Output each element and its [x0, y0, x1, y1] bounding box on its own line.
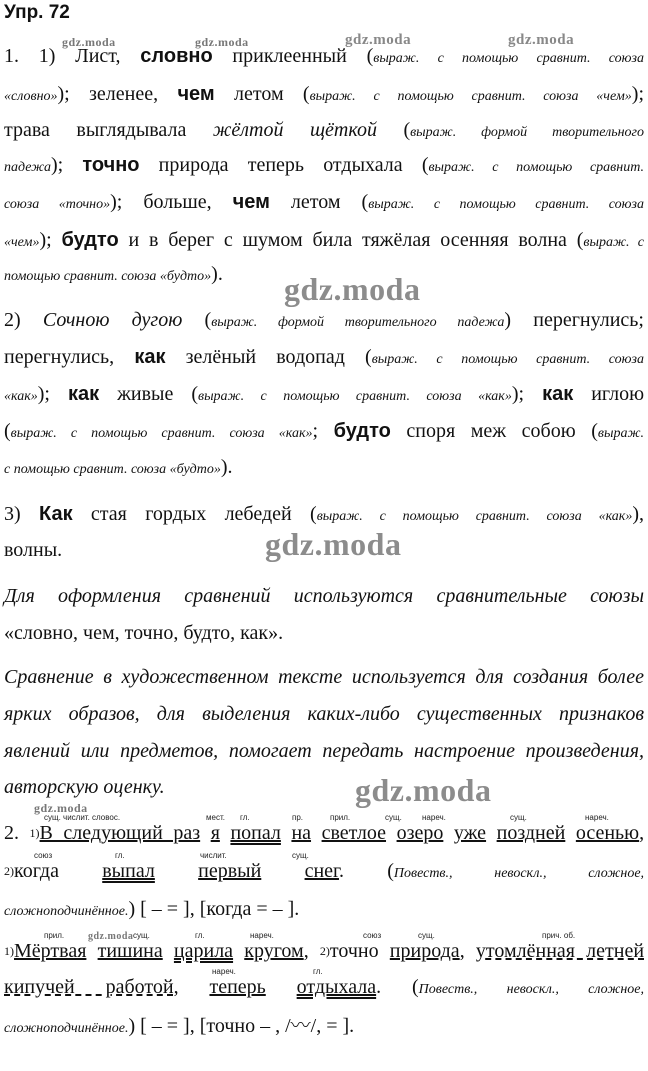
text-line: кипучей работой, теперь отдыхала. (Повеств., невоскл., сложное, [4, 976, 645, 998]
word-label: сущ. [292, 851, 309, 860]
word-label: прил. [330, 813, 351, 822]
text-line: «словно, чем, точно, будто, как». [4, 622, 284, 644]
watermark: gdz.moda [284, 271, 421, 307]
text-line: перегнулись, как зелёный водопад (выраж. с помощью сравнит. союза [4, 346, 644, 368]
word-label: мест. [206, 813, 225, 822]
word-label: сущ. [385, 813, 402, 822]
word-label: пр. [292, 813, 304, 822]
watermark: gdz.moda [345, 32, 412, 48]
text-line: 2) Сочною дугою (выраж. формой творительного падежа) перегнулись; [4, 309, 644, 331]
watermark: gdz.moda [508, 32, 575, 48]
word-label: нареч. [585, 813, 609, 822]
text-line: сложноподчинённое.) [ – = ], [точно – , /〰/, = ]. [4, 1015, 355, 1037]
text-line: «чем»); будто и в берег с шумом била тяжёлая осенняя волна (выраж. с [4, 229, 645, 251]
watermark: gdz.moda [62, 35, 116, 49]
word-label: нареч. [422, 813, 446, 822]
text-line: явлений или предметов, помогает передать настроение произведения, [4, 740, 644, 762]
text-line: с помощью сравнит. союза «будто»). [4, 456, 233, 478]
word-label: сущ. [418, 931, 435, 940]
text-line: сложноподчинённое.) [ – = ], [когда = – ]. [4, 898, 300, 920]
text-line: 1. 1) Лист, словно приклеенный (выраж. с помощью сравнит. союза [4, 45, 644, 67]
word-label: сущ. [133, 931, 150, 940]
text-line: трава выглядывала жёлтой щёткой (выраж. формой творительного [4, 119, 644, 141]
watermark: gdz.moda [88, 931, 134, 942]
text-line: Для оформления сравнений используются сравнительные союзы [4, 585, 644, 607]
watermark: gdz.moda [265, 526, 402, 562]
text-line: помощью сравнит. союза «будто»). [4, 263, 223, 285]
word-label: прич. об. [542, 931, 576, 940]
text-line: 2. $^{1)}$В следующий раз я попал на светлое озеро уже поздней осенью, [4, 822, 645, 844]
word-label: гл. [195, 931, 205, 940]
text-line: Сравнение в художественном тексте используется для создания более [4, 666, 644, 688]
watermark: gdz.moda [355, 772, 492, 808]
word-label: гл. [240, 813, 250, 822]
word-label: союз [34, 851, 53, 860]
text-line: $^{2)}$когда выпал первый снег. (Повеств., невоскл., сложное, [4, 860, 645, 882]
word-label: сущ. [510, 813, 527, 822]
word-label: прил. [44, 931, 65, 940]
text-line: (выраж. с помощью сравнит. союза «как»; будто споря меж собою (выраж. [4, 420, 644, 442]
word-label: союз [363, 931, 382, 940]
exercise-title: Упр. 72 [4, 2, 70, 23]
word-label: сущ. числит. словос. [44, 813, 121, 822]
word-label: нареч. [212, 967, 236, 976]
text-line: волны. [4, 539, 63, 561]
text-line: «словно»); зеленее, чем летом (выраж. с помощью сравнит. союза «чем»); [4, 83, 644, 105]
text-line: 3) Как стая гордых лебедей (выраж. с помощью сравнит. союза «как»), [4, 503, 644, 525]
text-line: «как»); как живые (выраж. с помощью сравнит. союза «как»); как иглою [4, 383, 645, 405]
text-line: авторскую оценку. [4, 776, 165, 798]
watermark: gdz.moda [195, 35, 249, 49]
text-line: союза «точно»); больше, чем летом (выраж. с помощью сравнит. союза [4, 191, 644, 213]
word-label: гл. [115, 851, 125, 860]
word-label: гл. [313, 967, 323, 976]
word-label: числит. [200, 851, 227, 860]
watermark: gdz.moda [34, 801, 88, 815]
text-line: $^{1)}$Мёртвая тишина царила кругом, $^{2)}$точно природа, утомлённая летней [4, 940, 645, 962]
text-line: ярких образов, для выделения каких-либо существенных признаков [4, 703, 644, 725]
word-label: нареч. [250, 931, 274, 940]
text-line: падежа); точно природа теперь отдыхала (выраж. с помощью сравнит. [4, 154, 644, 176]
